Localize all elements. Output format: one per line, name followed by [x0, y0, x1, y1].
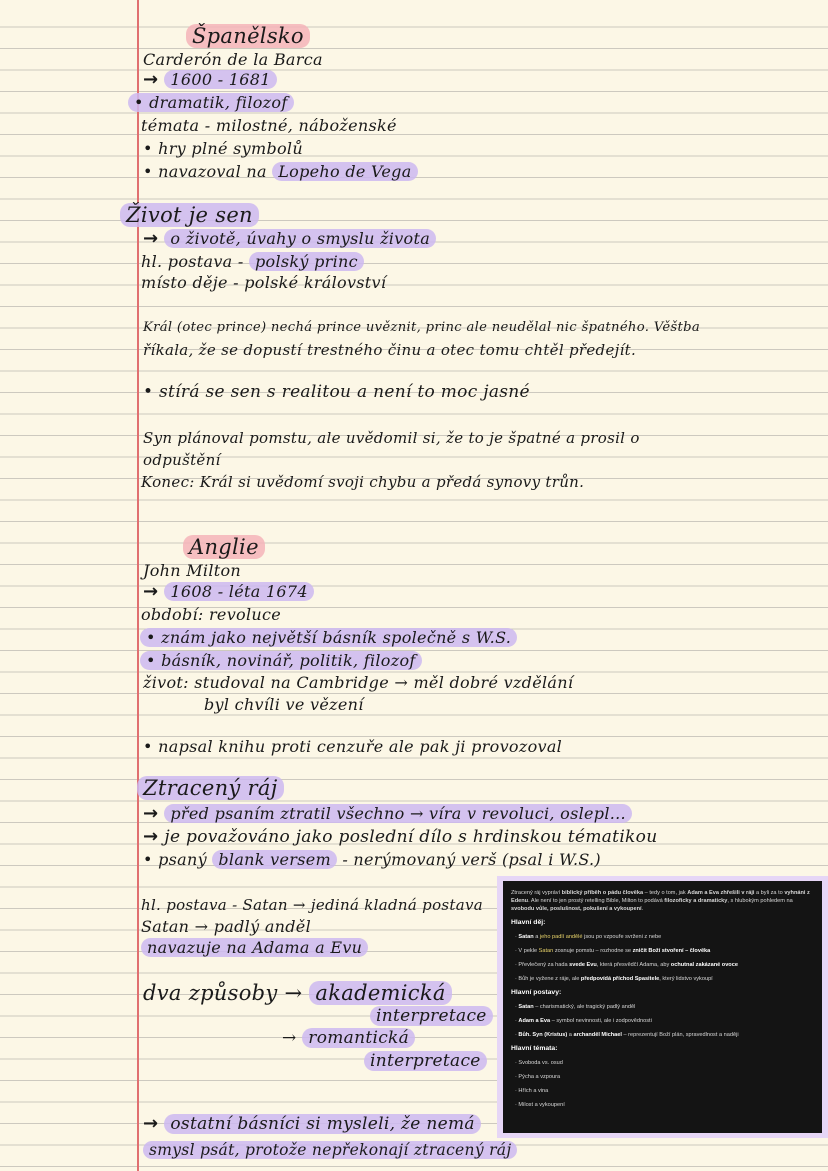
- england-last: → je považováno jako poslední dílo s hrdinskou tématikou: [143, 826, 658, 847]
- plot-item: · V pekle Satan zosnuje pomstu – rozhodne se zničit Boží stvoření – člověka: [515, 948, 711, 954]
- plot-list: [511, 933, 814, 983]
- margin-line: [137, 0, 139, 1171]
- theme-item: · Hřích a vina: [515, 1088, 549, 1094]
- spain-author: Carderón de la Barca: [143, 50, 323, 69]
- england-verse: • psaný blank versem - nerýmovaný verš (psal i W.S.): [143, 850, 601, 869]
- plot-item: · Převlečený za hada svede Evu, která přesvědčí Adama, aby ochutnal zakázané ovoce: [515, 962, 738, 968]
- arrow-icon: →: [143, 581, 159, 602]
- plot-item: · Bůh je vyžene z ráje, ale předpovídá příchod Spasitele, který lidstvo vykoupí: [515, 976, 713, 982]
- england-life-2: byl chvíli ve vězení: [204, 695, 364, 714]
- spain-ending: Konec: Král si uvědomí svoji chybu a předá synovy trůn.: [141, 473, 585, 491]
- arrow-icon: →: [143, 803, 159, 824]
- spain-symbols: • hry plné symbolů: [143, 139, 303, 158]
- england-years: → 1608 - léta 1674: [143, 582, 314, 602]
- england-hero: hl. postava - Satan → jediná kladná postava: [141, 896, 483, 914]
- spain-themes: témata - milostné, náboženské: [141, 116, 397, 135]
- england-heading: Anglie: [183, 537, 265, 557]
- character-item: · Adam a Eva – symbol nevinnosti, ale i zodpovědnosti: [515, 1018, 652, 1024]
- plot-heading: Hlavní děj:: [511, 919, 546, 926]
- england-others-2: smysl psát, protože nepřekonají ztracený ráj: [143, 1140, 517, 1160]
- plot-item: · Satan a jeho padlí andělé jsou po vzpouře svrženi z nebe: [515, 934, 662, 940]
- england-work-title: Ztracený ráj: [137, 778, 284, 798]
- spain-revenge-1: Syn plánoval pomstu, ale uvědomil si, že to je špatné a prosil o: [143, 429, 640, 447]
- england-known: • znám jako největší básník společně s W.S.: [140, 628, 517, 648]
- spain-follow: • navazoval na Lopeho de Vega: [143, 162, 418, 182]
- theme-item: · Milost a vykoupení: [515, 1102, 565, 1108]
- england-interp-1: interpretace: [370, 1006, 493, 1026]
- spain-revenge-2: odpuštění: [143, 451, 221, 469]
- england-romantic: → romantická: [282, 1028, 415, 1048]
- summary-intro: Ztracený ráj vypráví biblický příběh o pádu člověka – tedy o tom, jak Adam a Eva zhřešili v ráji a byli za to vyhnáni z Edenu. Ale není to jen prostý retelling Bible, Milton to podává filozoficky a dramaticky, s hlubokým pohledem na svobodu vůle, poslušnost, pokušení a vykoupení.: [511, 890, 810, 912]
- character-item: · Bůh. Syn (Kristus) a archanděl Michael – reprezentují Boží plán, spravedlnost a naději: [515, 1032, 739, 1038]
- characters-list: [511, 1003, 814, 1039]
- spain-role: • dramatik, filozof: [128, 93, 294, 113]
- england-roles: • básník, novinář, politik, filozof: [140, 651, 422, 671]
- england-fallen: Satan → padlý anděl: [141, 917, 311, 936]
- england-ways: dva způsoby → akademická: [143, 983, 452, 1003]
- spain-work-about: → o životě, úvahy o smyslu života: [143, 229, 436, 249]
- spain-place: místo děje - polské království: [141, 273, 387, 292]
- character-item: · Satan – charismatický, ale tragický padlý anděl: [515, 1004, 636, 1010]
- spain-hero: hl. postava - polský princ: [141, 252, 364, 272]
- arrow-icon: →: [143, 69, 159, 90]
- arrow-icon: →: [143, 228, 159, 249]
- spain-work-title: Život je sen: [120, 205, 259, 225]
- spain-plot-1: Král (otec prince) nechá prince uvěznit, princ ale neudělal nic špatného. Věštba: [143, 320, 701, 335]
- england-interp-2: interpretace: [364, 1051, 487, 1071]
- characters-heading: Hlavní postavy:: [511, 989, 562, 996]
- england-adam: navazuje na Adama a Evu: [141, 938, 368, 958]
- spain-years: → 1600 - 1681: [143, 70, 277, 90]
- theme-item: · Svoboda vs. osud: [515, 1060, 563, 1066]
- themes-heading: Hlavní témata:: [511, 1045, 558, 1052]
- summary-panel: [503, 881, 822, 1133]
- spain-heading: Španělsko: [186, 26, 310, 46]
- theme-item: · Pýcha a vzpoura: [515, 1074, 561, 1080]
- themes-list: [511, 1059, 814, 1109]
- arrow-icon: →: [143, 1113, 159, 1134]
- pasted-summary-box: [497, 876, 828, 1138]
- spain-blur: • stírá se sen s realitou a není to moc jasné: [143, 382, 530, 402]
- arrow-icon: →: [143, 826, 159, 847]
- england-author: John Milton: [143, 561, 242, 580]
- england-others-1: → ostatní básníci si mysleli, že nemá: [143, 1114, 481, 1134]
- england-before: → před psaním ztratil všechno → víra v revoluci, oslepl...: [143, 804, 632, 824]
- england-era: období: revoluce: [141, 605, 282, 624]
- england-book: • napsal knihu proti cenzuře ale pak ji provozoval: [143, 737, 563, 756]
- england-life-1: život: studoval na Cambridge → měl dobré vzdělání: [143, 673, 574, 692]
- spain-plot-2: říkala, že se dopustí trestného činu a otec tomu chtěl předejít.: [143, 341, 637, 359]
